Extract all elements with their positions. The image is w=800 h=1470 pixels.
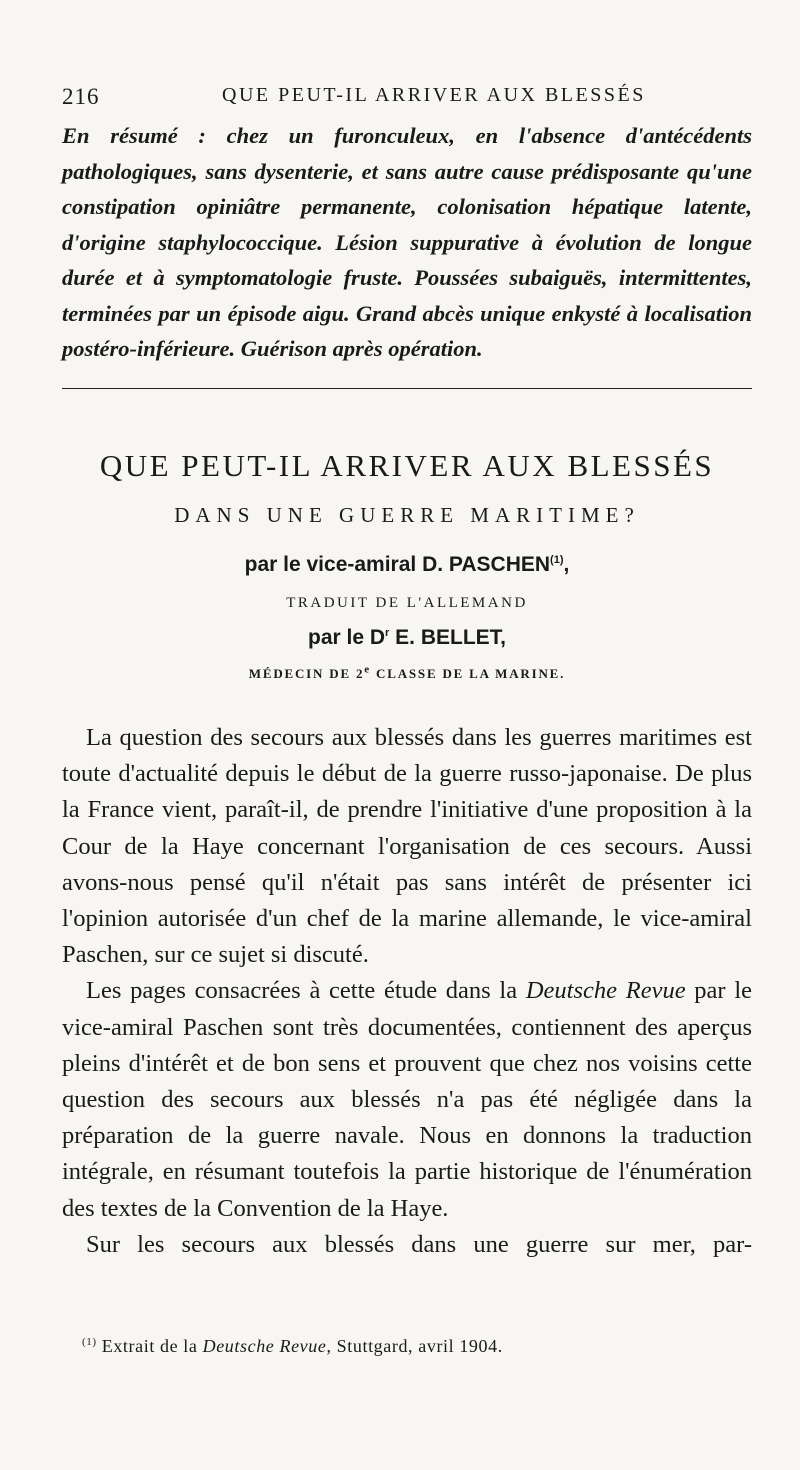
author-name: par le vice-amiral D. PASCHEN bbox=[244, 553, 551, 576]
footnote-ref: (1) bbox=[550, 554, 564, 566]
body-text: Les pages consacrées à cette étude dans la bbox=[86, 977, 526, 1005]
summary-lead: En résumé : bbox=[62, 123, 206, 148]
rank-sup: e bbox=[364, 663, 371, 676]
summary-text: chez un furonculeux, en l'absence d'antécédents pathologiques, sans dysenterie, et sans autre cause prédisposante qu'une constipation opiniâtre permanente, colonisation hépatique latente, d'origine staphylococcique. Lésion suppurative à évolution de longue durée et à symptomatologie fruste. Poussées subaiguës, intermittentes, terminées par un épisode aigu. Grand abcès unique enkysté à localisation postéro-inférieure. Guérison après opération. bbox=[62, 123, 753, 361]
running-title: QUE PEUT-IL ARRIVER AUX BLESSÉS bbox=[222, 84, 646, 106]
body-paragraph: La question des secours aux blessés dans les guerres maritimes est toute d'actualité depuis le début de la guerre russo-japonaise. De plus la France vient, paraît-il, de prendre l'initiative d'une proposition à la Cour de la Haye concernant l'organisation de ces secours. Aussi avons-nous pensé qu'il n'était pas sans intérêt de présenter ici l'opinion autorisée d'un chef de la marine allemande, le vice-amiral Paschen, sur ce sujet si discuté. bbox=[62, 724, 752, 969]
article-subtitle: DANS UNE GUERRE MARITIME? bbox=[174, 503, 640, 527]
translator-prefix: par le D bbox=[308, 626, 386, 649]
translator-sup: r bbox=[385, 627, 390, 639]
page-number: 216 bbox=[62, 84, 100, 109]
rank-text-a: MÉDECIN DE 2 bbox=[248, 666, 365, 681]
footnote-text: Extrait de la bbox=[96, 1336, 203, 1356]
body-paragraph bbox=[62, 973, 752, 1226]
case-summary bbox=[62, 118, 752, 367]
translator-name: E. BELLET, bbox=[389, 626, 506, 649]
section-divider bbox=[62, 388, 752, 389]
body-text: par le vice-amiral Paschen sont très documentées, contiennent des aperçus pleins d'intérêt et de bon sens et prouvent que chez nos voisins cette question des secours aux blessés n'a pas été négligée dans la préparation de la guerre navale. Nous en donnons la traduction intégrale, en résumant toutefois la partie historique de l'énumération des textes de la Convention de la Haye. bbox=[62, 977, 752, 1222]
author-byline bbox=[62, 553, 752, 577]
translator-rank bbox=[62, 663, 752, 682]
footnote-mark: (1) bbox=[82, 1336, 97, 1348]
running-header bbox=[62, 84, 752, 118]
rank-text-b: CLASSE DE LA MARINE. bbox=[370, 666, 566, 681]
footnote bbox=[82, 1336, 762, 1357]
translator-byline bbox=[62, 626, 752, 650]
journal-title: Deutsche Revue bbox=[525, 977, 686, 1005]
author-suffix: , bbox=[563, 553, 570, 576]
footnote-journal: Deutsche Revue bbox=[202, 1336, 327, 1356]
translated-from: TRADUIT DE L'ALLEMAND bbox=[286, 595, 528, 611]
article-title: QUE PEUT-IL ARRIVER AUX BLESSÉS bbox=[99, 448, 715, 483]
article-body bbox=[62, 720, 752, 1263]
body-paragraph: Sur les secours aux blessés dans une guerre sur mer, par- bbox=[86, 1230, 752, 1258]
footnote-text: , Stuttgard, avril 1904. bbox=[326, 1336, 503, 1356]
